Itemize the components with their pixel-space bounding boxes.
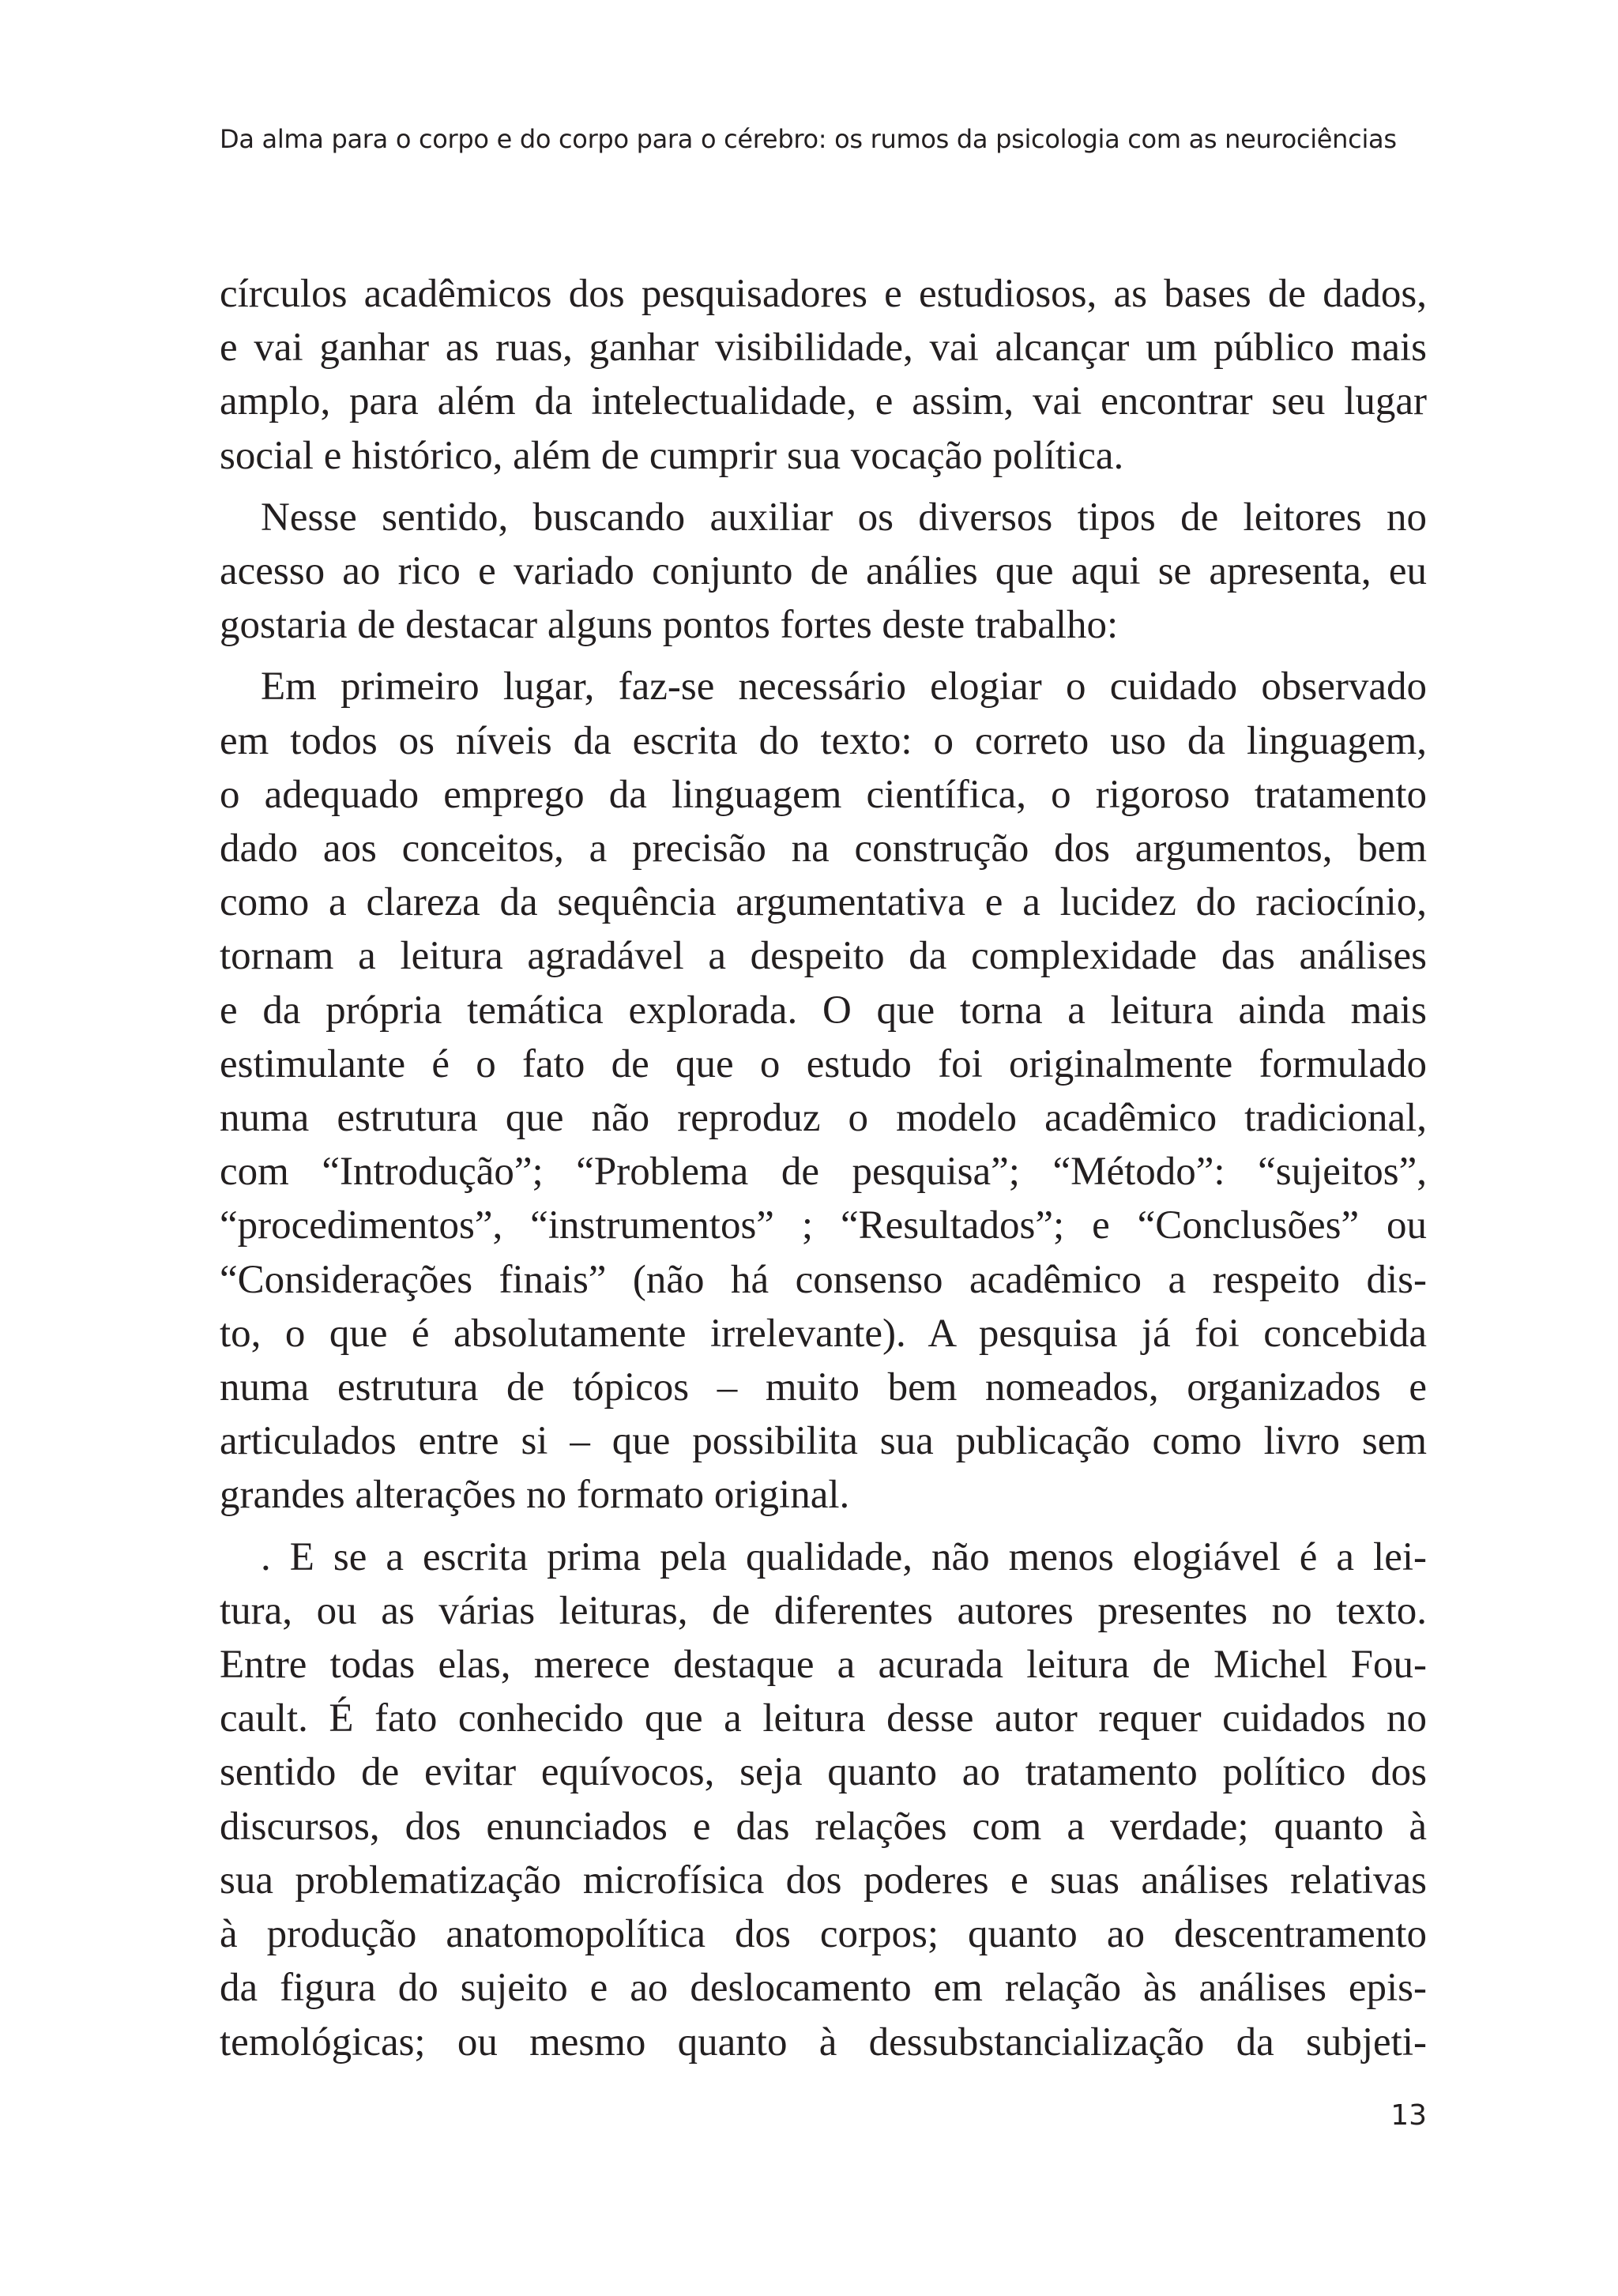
text-line: cault. É fato conhecido que a leitura desse autor requer cuidados no xyxy=(220,1696,1427,1741)
text-line: da figura do sujeito e ao deslocamento em relação às análises epis- xyxy=(220,1966,1427,2011)
running-header: Da alma para o corpo e do corpo para o cérebro: os rumos da psicologia com as neurociências xyxy=(220,124,1397,154)
text-line: numa estrutura de tópicos – muito bem nomeados, organizados e xyxy=(220,1365,1427,1410)
text-line: numa estrutura que não reproduz o modelo acadêmico tradicional, xyxy=(220,1096,1427,1141)
text-line: temológicas; ou mesmo quanto à dessubstancialização da subjeti- xyxy=(220,2019,1427,2065)
text-line: to, o que é absolutamente irrelevante). A pesquisa já foi concebida xyxy=(220,1311,1427,1356)
text-line: círculos acadêmicos dos pesquisadores e estudiosos, as bases de dados, xyxy=(220,272,1427,316)
text-line: estimulante é o fato de que o estudo foi originalmente formulado xyxy=(220,1041,1427,1086)
text-line: gostaria de destacar alguns pontos fortes deste trabalho: xyxy=(220,603,1119,648)
text-line: amplo, para além da intelectualidade, e assim, vai encontrar seu lugar xyxy=(220,379,1427,424)
text-line: Nesse sentido, buscando auxiliar os diversos tipos de leitores no xyxy=(261,495,1427,540)
text-line: Em primeiro lugar, faz-se necessário elogiar o cuidado observado xyxy=(261,664,1427,710)
page-number: 13 xyxy=(1390,2099,1427,2132)
text-line: tornam a leitura agradável a despeito da complexidade das análises xyxy=(220,934,1427,979)
text-line: sua problematização microfísica dos poderes e suas análises relativas xyxy=(220,1858,1427,1903)
text-line: à produção anatomopolítica dos corpos; quanto ao descentramento xyxy=(220,1912,1427,1957)
text-line: Entre todas elas, merece destaque a acurada leitura de Michel Fou- xyxy=(220,1643,1427,1688)
text-line: “procedimentos”, “instrumentos” ; “Resultados”; e “Conclusões” ou xyxy=(220,1203,1427,1248)
text-line: articulados entre si – que possibilita sua publicação como livro sem xyxy=(220,1419,1427,1464)
text-line: . E se a escrita prima pela qualidade, não menos elogiável é a lei- xyxy=(261,1534,1427,1579)
text-line: tura, ou as várias leituras, de diferentes autores presentes no texto. xyxy=(220,1588,1427,1633)
text-line: o adequado emprego da linguagem científica, o rigoroso tratamento xyxy=(220,772,1427,817)
text-line: social e histórico, além de cumprir sua vocação política. xyxy=(220,433,1124,478)
text-line: e vai ganhar as ruas, ganhar visibilidade, vai alcançar um público mais xyxy=(220,326,1427,371)
text-line: acesso ao rico e variado conjunto de análies que aqui se apresenta, eu xyxy=(220,549,1427,594)
text-line: como a clareza da sequência argumentativa e a lucidez do raciocínio, xyxy=(220,880,1427,925)
text-line: sentido de evitar equívocos, seja quanto ao tratamento político dos xyxy=(220,1750,1427,1795)
text-line: em todos os níveis da escrita do texto: o correto uso da linguagem, xyxy=(220,718,1427,763)
text-line: com “Introdução”; “Problema de pesquisa”; “Método”: “sujeitos”, xyxy=(220,1150,1427,1195)
text-line: dado aos conceitos, a precisão na construção dos argumentos, bem xyxy=(220,826,1427,871)
body-text xyxy=(220,267,1427,2069)
text-line: “Considerações finais” (não há consenso acadêmico a respeito dis- xyxy=(220,1257,1427,1302)
text-line: e da própria temática explorada. O que torna a leitura ainda mais xyxy=(220,988,1427,1033)
text-line: discursos, dos enunciados e das relações com a verdade; quanto à xyxy=(220,1804,1427,1849)
text-line: grandes alterações no formato original. xyxy=(220,1473,850,1518)
